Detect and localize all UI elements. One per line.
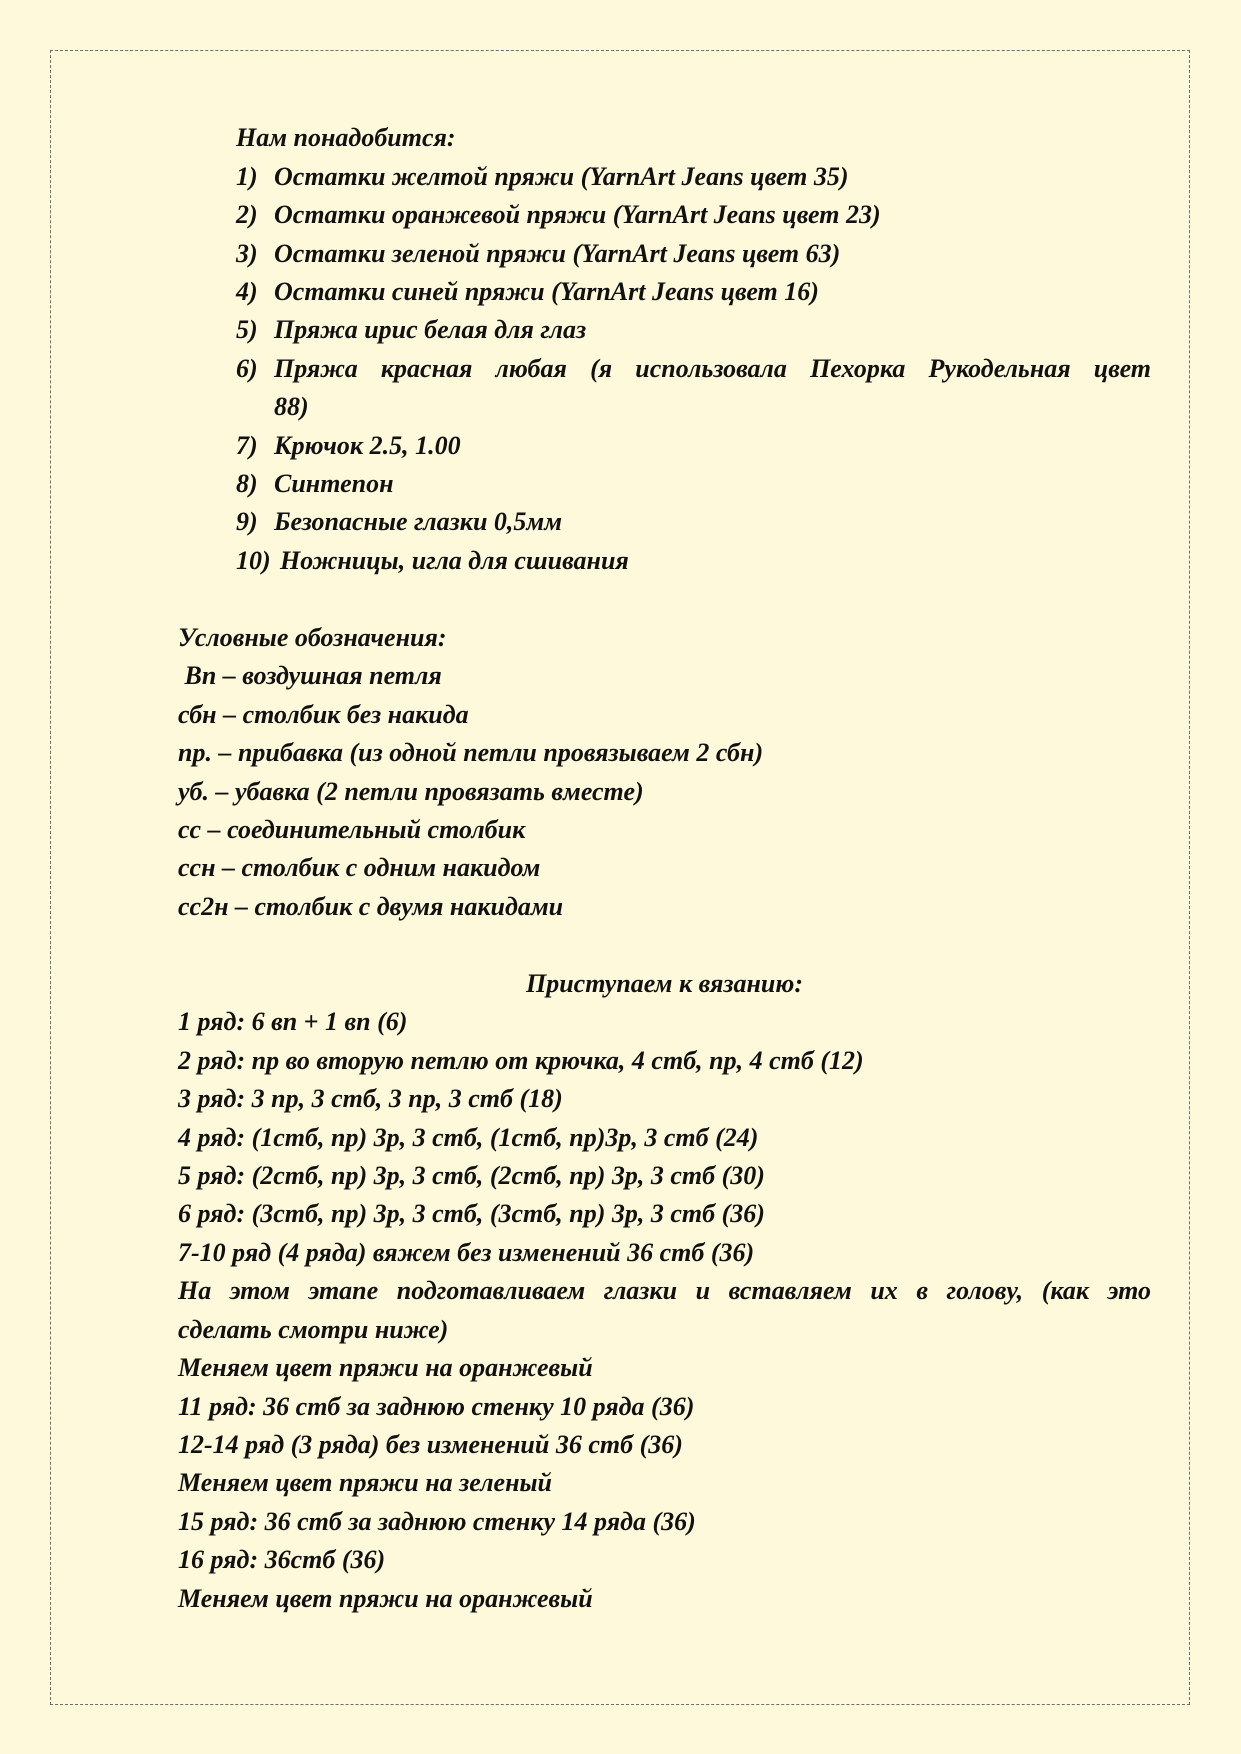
knitting-row: 4 ряд: (1стб, пр) 3р, 3 стб, (1стб, пр)3р, 3 стб (24) xyxy=(178,1123,759,1152)
material-item: 4) Остатки синей пряжи (YarnArt Jeans цвет 16) xyxy=(236,277,819,306)
knitting-note: Меняем цвет пряжи на оранжевый xyxy=(178,1584,593,1613)
knitting-note: Меняем цвет пряжи на зеленый xyxy=(178,1468,553,1497)
material-item: 3) Остатки зеленой пряжи (YarnArt Jeans цвет 63) xyxy=(236,239,841,268)
knitting-row: 6 ряд: (3стб, пр) 3р, 3 стб, (3стб, пр) 3р, 3 стб (36) xyxy=(178,1199,765,1228)
knitting-row: 7-10 ряд (4 ряда) вяжем без изменений 36 стб (36) xyxy=(178,1238,755,1267)
legend-item: ссн – столбик с одним накидом xyxy=(178,853,541,882)
legend-item: сс2н – столбик с двумя накидами xyxy=(178,892,564,921)
knitting-note: сделать смотри ниже) xyxy=(178,1315,449,1344)
knitting-row: 1 ряд: 6 вп + 1 вп (6) xyxy=(178,1007,408,1036)
material-item: 1) Остатки желтой пряжи (YarnArt Jeans цвет 35) xyxy=(236,162,849,191)
legend-item: сбн – столбик без накида xyxy=(178,700,469,729)
legend-item: пр. – прибавка (из одной петли провязываем 2 сбн) xyxy=(178,738,764,767)
knitting-note: На этом этапе подготавливаем глазки и вставляем их в голову, (как это xyxy=(178,1276,1151,1305)
knitting-row: 12-14 ряд (3 ряда) без изменений 36 стб (36) xyxy=(178,1430,683,1459)
material-item: 9) Безопасные глазки 0,5мм xyxy=(236,507,563,536)
legend-item: Вп – воздушная петля xyxy=(178,661,442,690)
knitting-row: 15 ряд: 36 стб за заднюю стенку 14 ряда (36) xyxy=(178,1507,696,1536)
material-item: 5) Пряжа ирис белая для глаз xyxy=(236,315,587,344)
material-item: 7) Крючок 2.5, 1.00 xyxy=(236,431,461,460)
material-item: 2) Остатки оранжевой пряжи (YarnArt Jeans цвет 23) xyxy=(236,200,881,229)
materials-heading: Нам понадобится: xyxy=(236,123,456,152)
material-item-continuation: 88) xyxy=(274,392,309,421)
knitting-row: 3 ряд: 3 пр, 3 стб, 3 пр, 3 стб (18) xyxy=(178,1084,563,1113)
knitting-row: 11 ряд: 36 стб за заднюю стенку 10 ряда (36) xyxy=(178,1392,695,1421)
material-item: 10) Ножницы, игла для сшивания xyxy=(236,546,629,575)
knitting-heading: Приступаем к вязанию: xyxy=(525,969,804,998)
knitting-row: 16 ряд: 36стб (36) xyxy=(178,1545,386,1574)
knitting-row: 2 ряд: пр во вторую петлю от крючка, 4 стб, пр, 4 стб (12) xyxy=(178,1046,864,1075)
material-item: 6) Пряжа красная любая (я использовала Пехорка Рукодельная цвет xyxy=(236,354,1151,383)
legend-heading: Условные обозначения: xyxy=(178,623,447,652)
knitting-note: Меняем цвет пряжи на оранжевый xyxy=(178,1353,593,1382)
material-item: 8) Синтепон xyxy=(236,469,394,498)
knitting-row: 5 ряд: (2стб, пр) 3р, 3 стб, (2стб, пр) 3р, 3 стб (30) xyxy=(178,1161,765,1190)
legend-item: уб. – убавка (2 петли провязать вместе) xyxy=(178,777,644,806)
legend-item: сс – соединительный столбик xyxy=(178,815,526,844)
